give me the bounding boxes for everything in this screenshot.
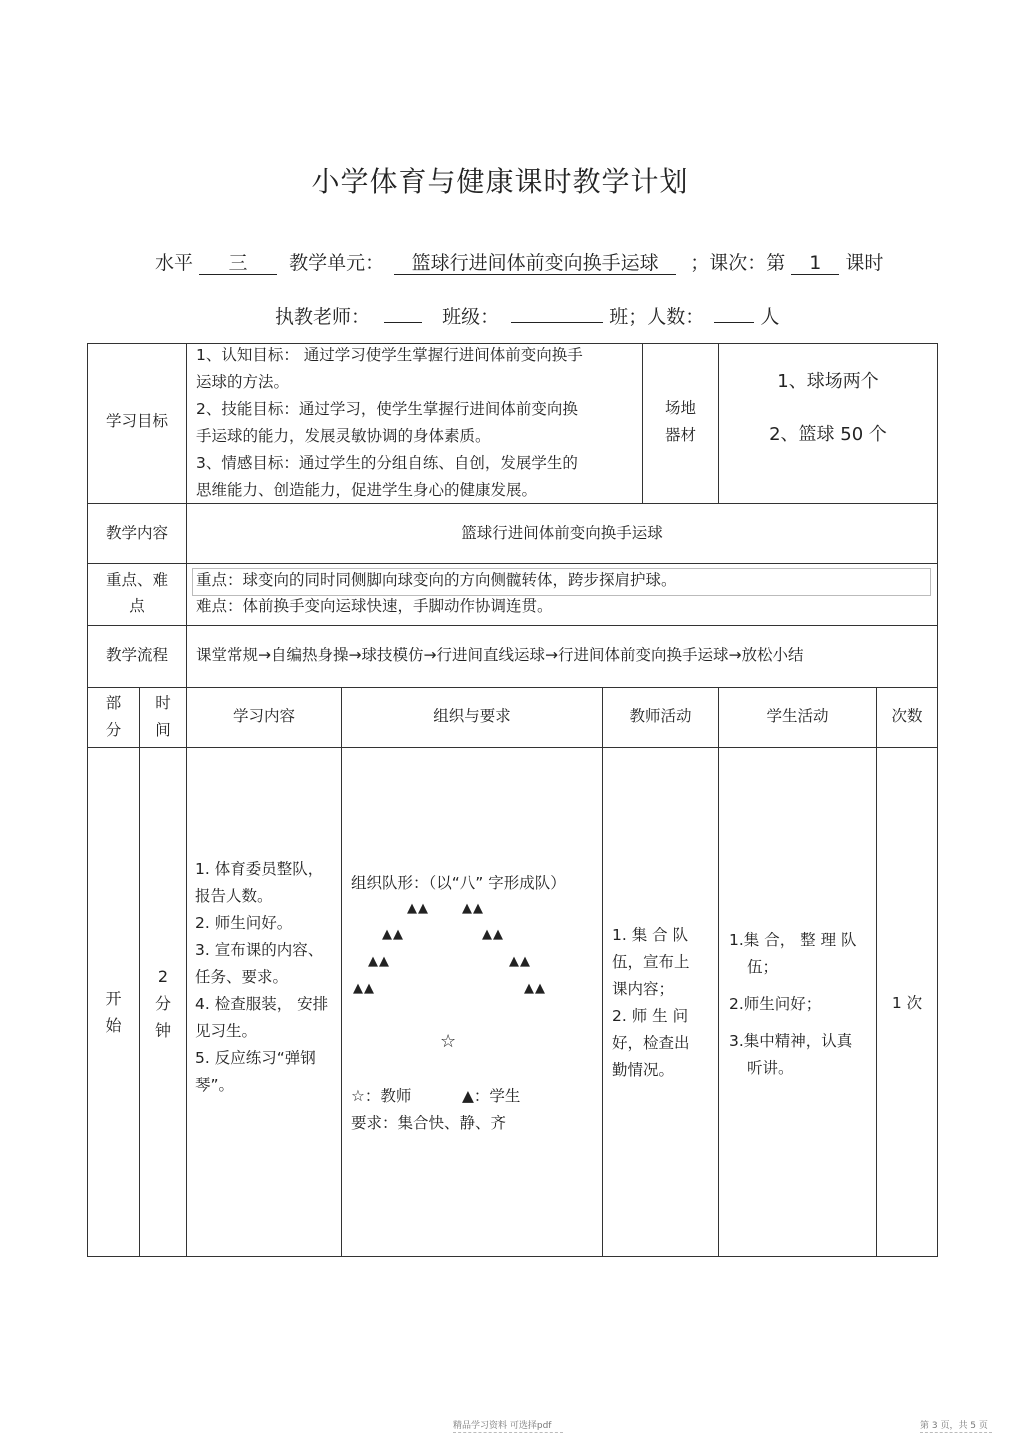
col-time-1: 时 — [155, 694, 171, 712]
student-line: 伍； — [747, 958, 779, 976]
start-part-2: 始 — [105, 1016, 122, 1035]
study-line: 5. 反应练习“弹钢 — [195, 1049, 316, 1067]
requirement: 要求：集合快、静、齐 — [351, 1114, 507, 1132]
student-line: 1.集 合， 整 理 队 — [729, 931, 857, 949]
teacher-line: 好，检查出 — [612, 1034, 690, 1052]
goals-text — [196, 342, 636, 504]
page-title: 小学体育与健康课时教学计划 — [311, 165, 689, 198]
col-time-2: 间 — [155, 721, 171, 739]
study-line: 报告人数。 — [195, 887, 273, 905]
start-part — [88, 985, 139, 1039]
start-time-3: 钟 — [154, 1021, 171, 1040]
goal-line: 思维能力、创造能力，促进学生身心的健康发展。 — [196, 481, 538, 499]
people-value — [714, 322, 754, 323]
goals-label: 学习目标 — [105, 412, 168, 430]
key-points-label — [88, 567, 186, 619]
content-value: 篮球行进间体前变向换手运球 — [461, 524, 663, 542]
study-line: 4. 检查服装， 安排 — [195, 995, 329, 1013]
start-time — [140, 963, 186, 1044]
equipment-2: 2、篮球 50 个 — [769, 424, 887, 445]
col-org: 组织与要求 — [433, 707, 511, 725]
goal-line: 3、情感目标：通过学生的分组自练、自创，发展学生的 — [196, 454, 578, 472]
student-triangle-icon: ▲▲ — [368, 954, 390, 969]
teacher-line: 2. 师 生 问 — [612, 1007, 689, 1025]
footer-left: 精品学习资料 可选择pdf — [453, 1421, 552, 1431]
col-study: 学习内容 — [232, 707, 295, 725]
teacher-line: 课内容； — [612, 980, 675, 998]
goal-line: 2、技能目标：通过学习，使学生掌握行进间体前变向换 — [196, 400, 578, 418]
start-study — [195, 856, 337, 1099]
teacher-star-icon: ☆ — [440, 1031, 457, 1052]
unit-label: 教学单元： — [289, 252, 385, 274]
lesson-value: 1 — [791, 252, 839, 275]
start-time-1: 2 — [157, 967, 169, 986]
col-student: 学生活动 — [766, 707, 829, 725]
key-points-label-2: 点 — [129, 597, 145, 615]
key-point: 重点：球变向的同时同侧脚向球变向的方向侧髋转体，跨步探肩护球。 — [196, 571, 677, 589]
student-line: 听讲。 — [747, 1059, 794, 1077]
key-points-text — [196, 567, 926, 619]
student-triangle-icon: ▲▲ — [509, 954, 531, 969]
start-part-1: 开 — [105, 989, 122, 1008]
class-suffix: 班；人数： — [609, 306, 705, 328]
col-teacher: 教师活动 — [629, 707, 692, 725]
class-value — [511, 322, 603, 323]
flow-label: 教学流程 — [105, 646, 168, 664]
col-part-1: 部 — [105, 694, 122, 712]
col-part-2: 分 — [105, 721, 122, 739]
footer-left-rule — [453, 1432, 563, 1433]
legend-teacher: ☆：教师 — [351, 1087, 412, 1105]
study-line: 琴”。 — [195, 1076, 235, 1094]
equipment-1: 1、球场两个 — [777, 371, 879, 392]
footer-right-rule — [920, 1432, 992, 1433]
study-line: 见习生。 — [195, 1022, 258, 1040]
study-line: 1. 体育委员整队， — [195, 860, 324, 878]
venue-label-1: 场地 — [664, 399, 696, 417]
lesson-suffix: 课时 — [845, 252, 884, 274]
col-part — [88, 690, 139, 744]
student-activity — [729, 927, 873, 1082]
header-row-2 — [275, 302, 779, 329]
class-label: 班级： — [442, 306, 500, 328]
goal-line: 1、认知目标： 通过学习使学生掌握行进间体前变向换手 — [196, 346, 583, 364]
student-triangle-icon: ▲▲ — [524, 981, 546, 996]
goal-line: 手运球的能力，发展灵敏协调的身体素质。 — [196, 427, 491, 445]
start-time-2: 分 — [154, 994, 171, 1013]
student-triangle-icon: ▲▲ — [407, 901, 429, 916]
teacher-line: 1. 集 合 队 — [612, 926, 689, 944]
level-label: 水平 — [155, 252, 194, 274]
student-line: 3.集中精神，认真 — [729, 1032, 853, 1050]
people-suffix: 人 — [760, 306, 780, 328]
teacher-value — [384, 322, 422, 323]
legend-student: ▲：学生 — [462, 1087, 521, 1105]
col-time — [140, 690, 186, 744]
student-triangle-icon: ▲▲ — [482, 927, 504, 942]
lesson-label: ；课次：第 — [690, 252, 786, 274]
student-triangle-icon: ▲▲ — [382, 927, 404, 942]
study-line: 3. 宣布课的内容、 — [195, 941, 324, 959]
key-points-label-1: 重点、难 — [105, 571, 168, 589]
goal-line: 运球的方法。 — [196, 373, 290, 391]
student-triangle-icon: ▲▲ — [353, 981, 375, 996]
difficult-point: 难点：体前换手变向运球快速，手脚动作协调连贯。 — [196, 597, 553, 615]
study-line: 2. 师生问好。 — [195, 914, 293, 932]
level-value: 三 — [199, 252, 277, 275]
study-line: 任务、要求。 — [195, 968, 289, 986]
student-line: 2.师生问好； — [729, 995, 822, 1013]
col-times: 次数 — [891, 707, 923, 725]
org-title: 组织队形：（以“八” 字形成队） — [351, 874, 566, 892]
teacher-line: 勤情况。 — [612, 1061, 675, 1079]
venue-label-2: 器材 — [664, 426, 696, 444]
content-label: 教学内容 — [105, 524, 168, 542]
header-row-1 — [155, 248, 883, 275]
start-times: 1 次 — [891, 994, 923, 1012]
unit-value: 篮球行进间体前变向换手运球 — [394, 252, 676, 275]
teacher-line: 伍，宣布上 — [612, 953, 690, 971]
student-triangle-icon: ▲▲ — [462, 901, 484, 916]
teacher-label: 执教老师： — [275, 306, 371, 328]
flow-value: 课堂常规→自编热身操→球技模仿→行进间直线运球→行进间体前变向换手运球→放松小结 — [196, 646, 804, 664]
footer-right: 第 3 页，共 5 页 — [920, 1421, 988, 1431]
venue-label — [643, 395, 718, 449]
teacher-activity — [612, 922, 714, 1084]
